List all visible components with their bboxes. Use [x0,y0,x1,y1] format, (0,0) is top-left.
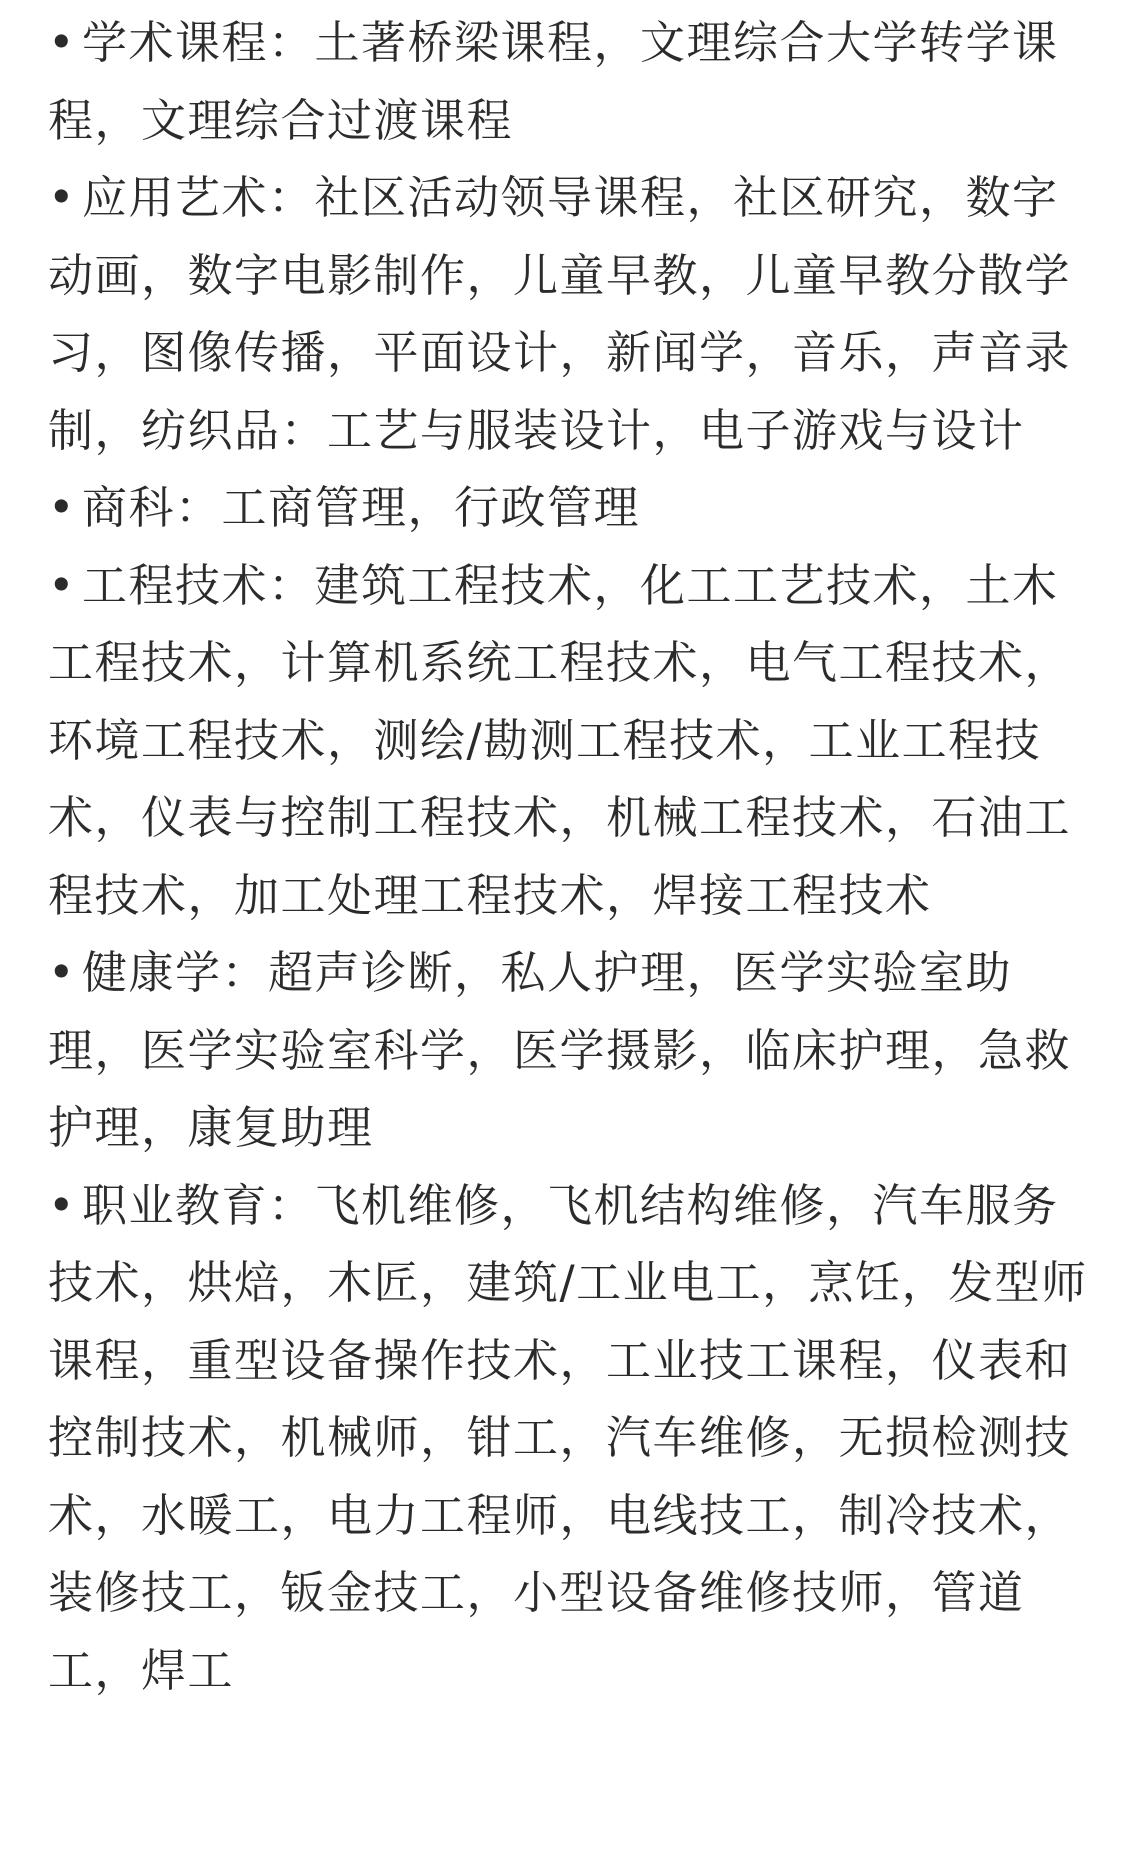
bullet-icon: • [48,481,77,534]
bullet-icon: • [48,1178,77,1232]
section-health [48,934,1088,1167]
bullet-icon: • [48,16,77,69]
bullet-icon: • [48,946,77,999]
section-text: 职业教育：飞机维修，飞机结构维修，汽车服务技术，烘焙，木匠，建筑/工业电工，烹饪，发型师课程，重型设备操作技术，工业技工课程，仪表和控制技术，机械师，钳工，汽车维修，无损检测技术，水暖工，电力工程师，电线技工，制冷技术，装修技工，钣金技工，小型设备维修技师，管道工，焊工 [48,1178,1088,1697]
section-text: 健康学：超声诊断，私人护理，医学实验室助理，医学实验室科学，医学摄影，临床护理，急救护理，康复助理 [48,946,1072,1154]
section-text: 学术课程：土著桥梁课程，文理综合大学转学课程，文理综合过渡课程 [48,16,1059,147]
section-text: 商科：工商管理，行政管理 [82,481,641,534]
section-academic [48,4,1088,159]
section-business [48,469,1088,547]
section-engineering [48,547,1088,935]
bullet-icon: • [48,171,77,224]
section-text: 应用艺术：社区活动领导课程，社区研究，数字动画，数字电影制作，儿童早教，儿童早教分散学习，图像传播，平面设计，新闻学，音乐，声音录制，纺织品：工艺与服装设计，电子游戏与设计 [48,171,1072,457]
section-vocational [48,1167,1088,1710]
bullet-icon: • [48,558,77,612]
section-applied-arts [48,159,1088,469]
section-text: 工程技术：建筑工程技术，化工工艺技术，土木工程技术，计算机系统工程技术，电气工程技术，环境工程技术，测绘/勘测工程技术，工业工程技术，仪表与控制工程技术，机械工程技术，石油工程技术，加工处理工程技术，焊接工程技术 [48,558,1072,922]
program-list [48,4,1088,1709]
